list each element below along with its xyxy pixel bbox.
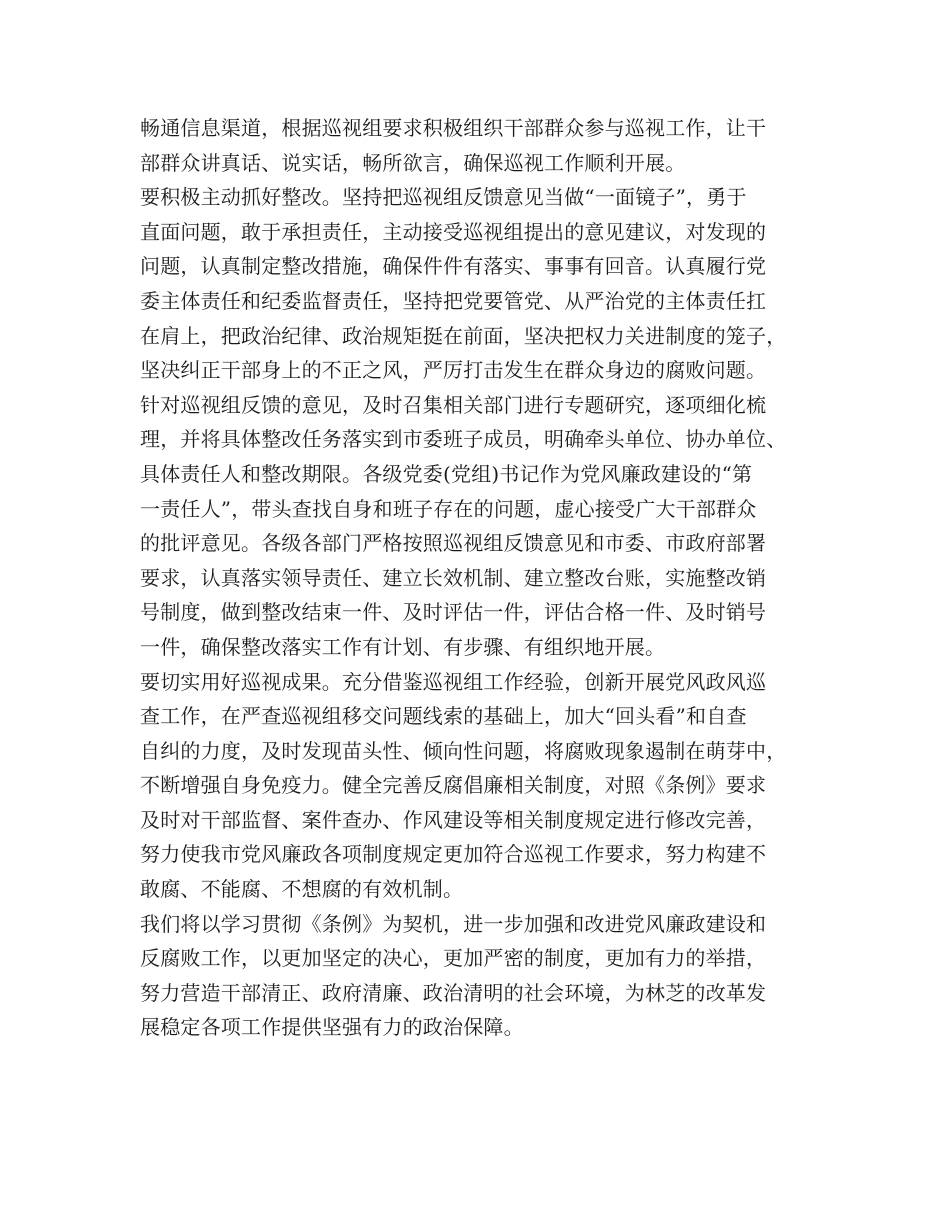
text-line: 及时对干部监督、案件查办、作风建设等相关制度规定进行修改完善， xyxy=(140,807,767,832)
text-line: 的批评意见。各级各部门严格按照巡视组反馈意见和市委、市政府部署 xyxy=(140,531,767,556)
text-line: 不断增强自身免疫力。健全完善反腐倡廉相关制度，对照《条例》要求 xyxy=(140,773,767,798)
text-line: 展稳定各项工作提供坚强有力的政治保障。 xyxy=(140,1015,524,1040)
text-line: 要切实用好巡视成果。充分借鉴巡视组工作经验，创新开展党风政风巡 xyxy=(140,669,767,694)
text-line: 委主体责任和纪委监督责任，坚持把党要管党、从严治党的主体责任扛 xyxy=(140,288,767,313)
text-line: 敢腐、不能腐、不想腐的有效机制。 xyxy=(140,877,464,902)
text-line: 问题，认真制定整改措施，确保件件有落实、事事有回音。认真履行党 xyxy=(140,254,767,279)
text-line: 畅通信息渠道，根据巡视组要求积极组织干部群众参与巡视工作，让干 xyxy=(140,116,767,140)
text-line: 坚决纠正干部身上的不正之风，严厉打击发生在群众身边的腐败问题。 xyxy=(140,358,767,383)
text-line: 一责任人”，带头查找自身和班子存在的问题，虚心接受广大干部群众 xyxy=(140,496,757,521)
text-line: 努力使我市党风廉政各项制度规定更加符合巡视工作要求，努力构建不 xyxy=(140,842,767,867)
text-line: 要积极主动抓好整改。坚持把巡视组反馈意见当做“一面镜子”，勇于 xyxy=(140,185,747,210)
text-line: 反腐败工作，以更加坚定的决心，更加严密的制度，更加有力的举措， xyxy=(140,946,767,971)
document-body xyxy=(140,111,830,1045)
text-line: 查工作，在严查巡视组移交问题线索的基础上，加大“回头看”和自查 xyxy=(140,704,747,729)
text-line: 在肩上，把政治纪律、政治规矩挺在前面，坚决把权力关进制度的笼子， xyxy=(140,323,787,348)
text-line: 部群众讲真话、说实话，畅所欲言，确保巡视工作顺利开展。 xyxy=(140,150,686,175)
text-line: 针对巡视组反馈的意见，及时召集相关部门进行专题研究，逐项细化梳 xyxy=(140,392,767,417)
text-line: 一件，确保整改落实工作有计划、有步骤、有组织地开展。 xyxy=(140,634,666,659)
text-line: 自纠的力度，及时发现苗头性、倾向性问题，将腐败现象遏制在萌芽中， xyxy=(140,738,787,763)
text-line: 要求，认真落实领导责任、建立长效机制、建立整改台账，实施整改销 xyxy=(140,565,767,590)
text-line: 我们将以学习贯彻《条例》为契机，进一步加强和改进党风廉政建设和 xyxy=(140,911,767,936)
text-line: 号制度，做到整改结束一件、及时评估一件，评估合格一件、及时销号 xyxy=(140,600,767,625)
text-line: 努力营造干部清正、政府清廉、政治清明的社会环境，为林芝的改革发 xyxy=(140,980,767,1005)
text-line: 直面问题，敢于承担责任，主动接受巡视组提出的意见建议，对发现的 xyxy=(140,219,767,244)
text-line: 理，并将具体整改任务落实到市委班子成员，明确牵头单位、协办单位、 xyxy=(140,427,787,452)
text-line: 具体责任人和整改期限。各级党委(党组)书记作为党风廉政建设的“第 xyxy=(140,461,753,486)
